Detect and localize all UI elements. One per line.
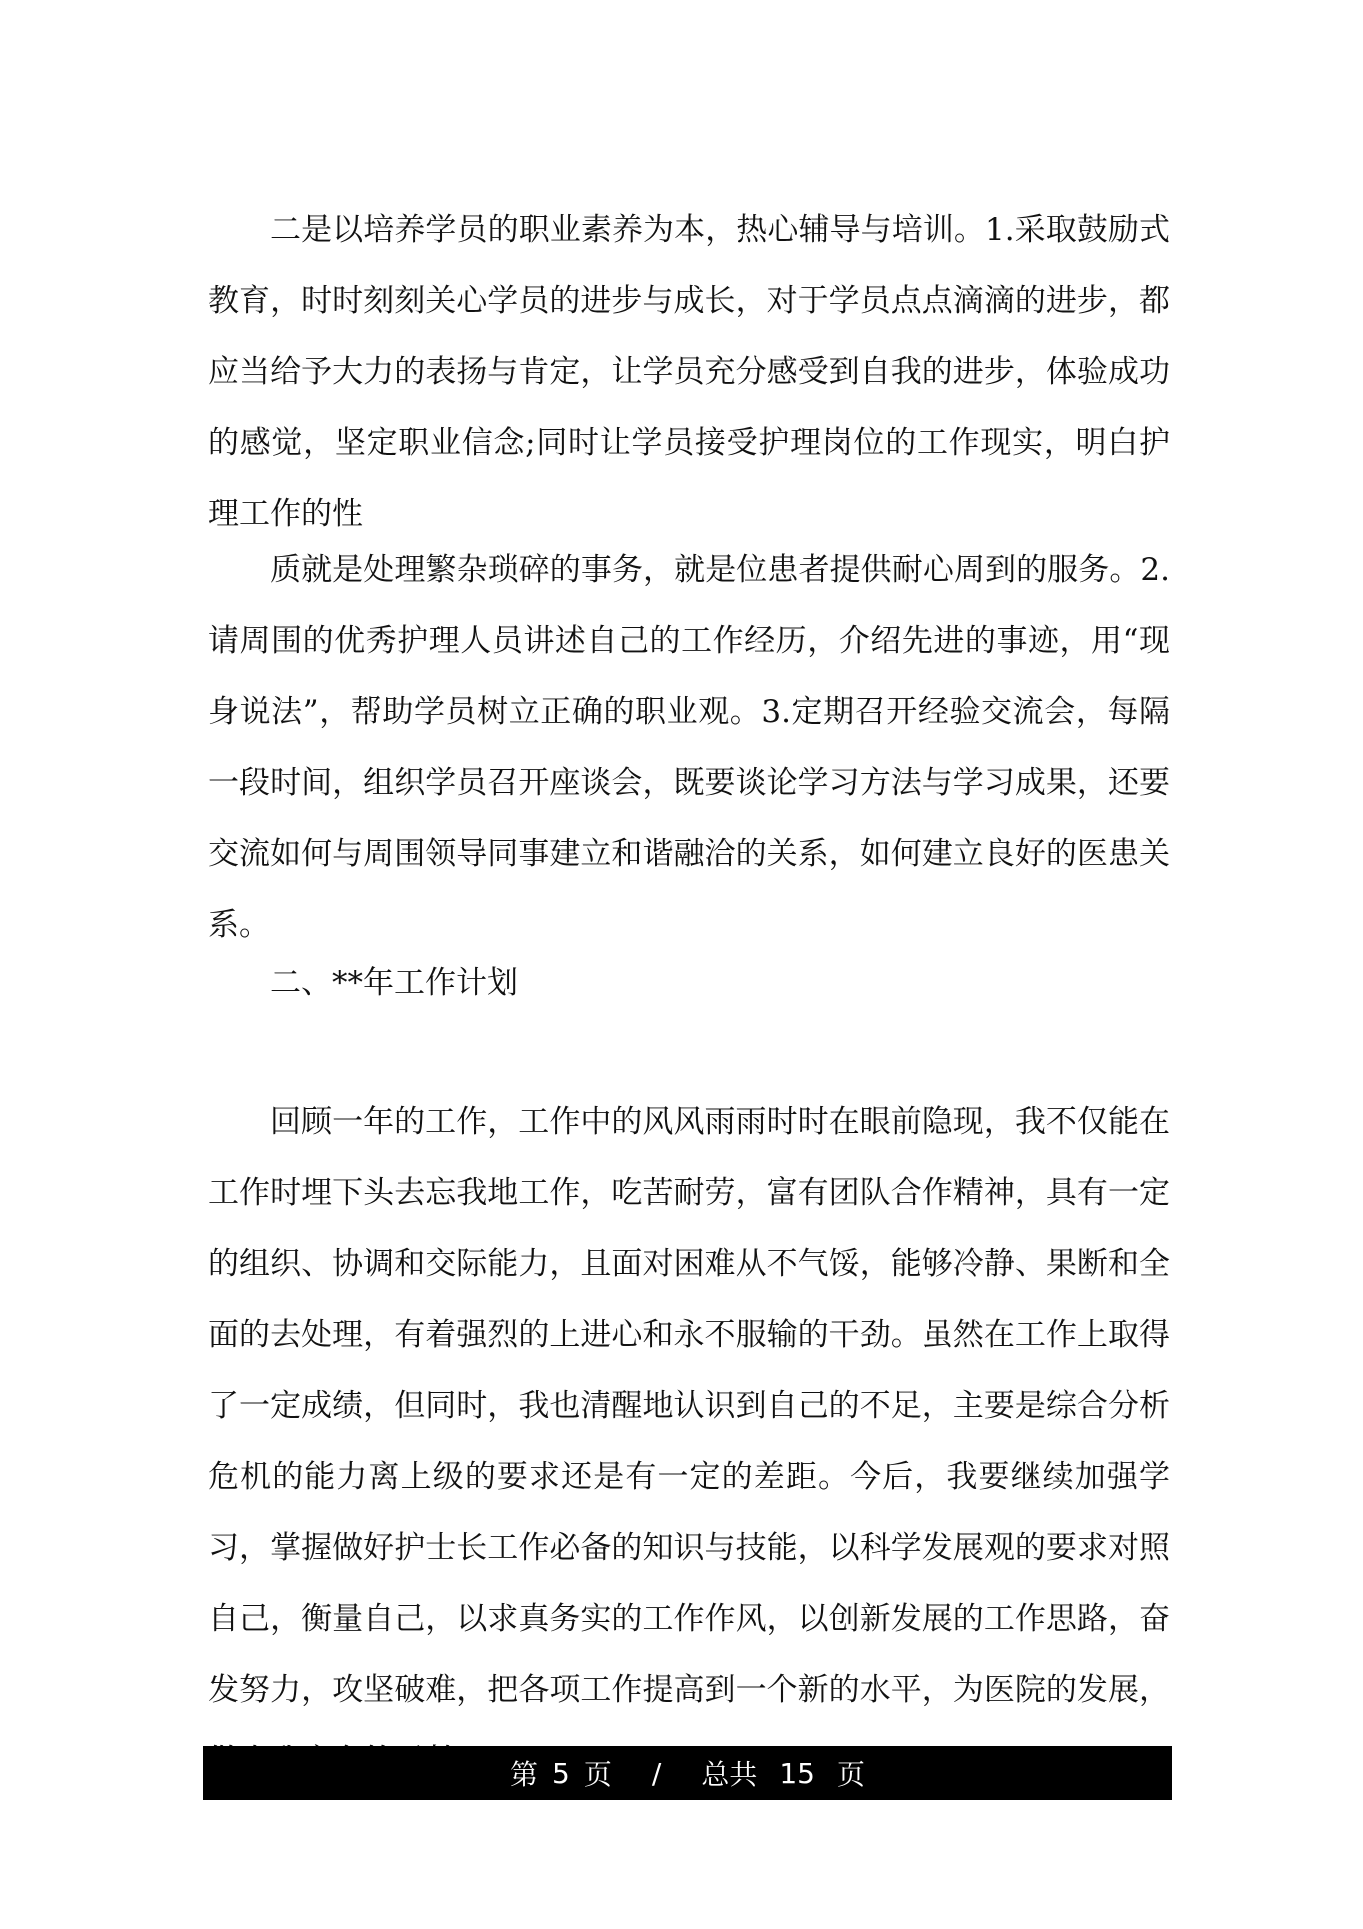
- total-pages: 15: [779, 1756, 815, 1790]
- paragraph-review: 回顾一年的工作，工作中的风风雨雨时时在眼前隐现，我不仅能在工作时埋下头去忘我地工作，吃苦耐劳，富有团队合作精神，具有一定的组织、协调和交际能力，且面对困难从不气馁，能够冷静、果断和全面的去处理，有着强烈的上进心和永不服输的干劲。虽然在工作上取得了一定成绩，但同时，我也清醒地认识到自己的不足，主要是综合分析危机的能力离上级的要求还是有一定的差距。今后，我要继续加强学习，掌握做好护士长工作必备的知识与技能，以科学发展观的要求对照自己，衡量自己，以求真务实的工作作风，以创新发展的工作思路，奋发努力，攻坚破难，把各项工作提高到一个新的水平，为医院的发展，: [208, 1104, 1170, 1708]
- page-number: 5: [552, 1756, 570, 1790]
- paragraph-training: 二是以培养学员的职业素养为本，热心辅导与培训。1.采取鼓励式教育，时时刻刻关心学员的进步与成长，对于学员点点滴滴的进步，都应当给予大力的表扬与肯定，让学员充分感受到自我的进步，体验成功的感觉，坚定职业信念;同时让学员接受护理岗位的工作现实，明白护理工作的性: [208, 212, 1170, 532]
- total-unit: 页: [836, 1758, 865, 1791]
- paragraph-training-continued: 质就是处理繁杂琐碎的事务，就是位患者提供耐心周到的服务。2.请周围的优秀护理人员讲述自己的工作经历，介绍先进的事迹，用“现身说法”，帮助学员树立正确的职业观。3.定期召开经验交流会，每隔一段时间，组织学员召开座谈会，既要谈论学习方法与学习成果，还要交流如何与周围领导同事建立和谐融洽的关系，如何建立良好的医患关系。: [208, 552, 1170, 943]
- section-heading-work-plan: 二、**年工作计划: [270, 965, 518, 1001]
- total-prefix: 总共: [701, 1758, 758, 1791]
- page-footer: [203, 1746, 1172, 1800]
- page-separator: /: [651, 1756, 662, 1790]
- page-prefix: 第: [510, 1758, 539, 1791]
- page-unit: 页: [583, 1758, 612, 1791]
